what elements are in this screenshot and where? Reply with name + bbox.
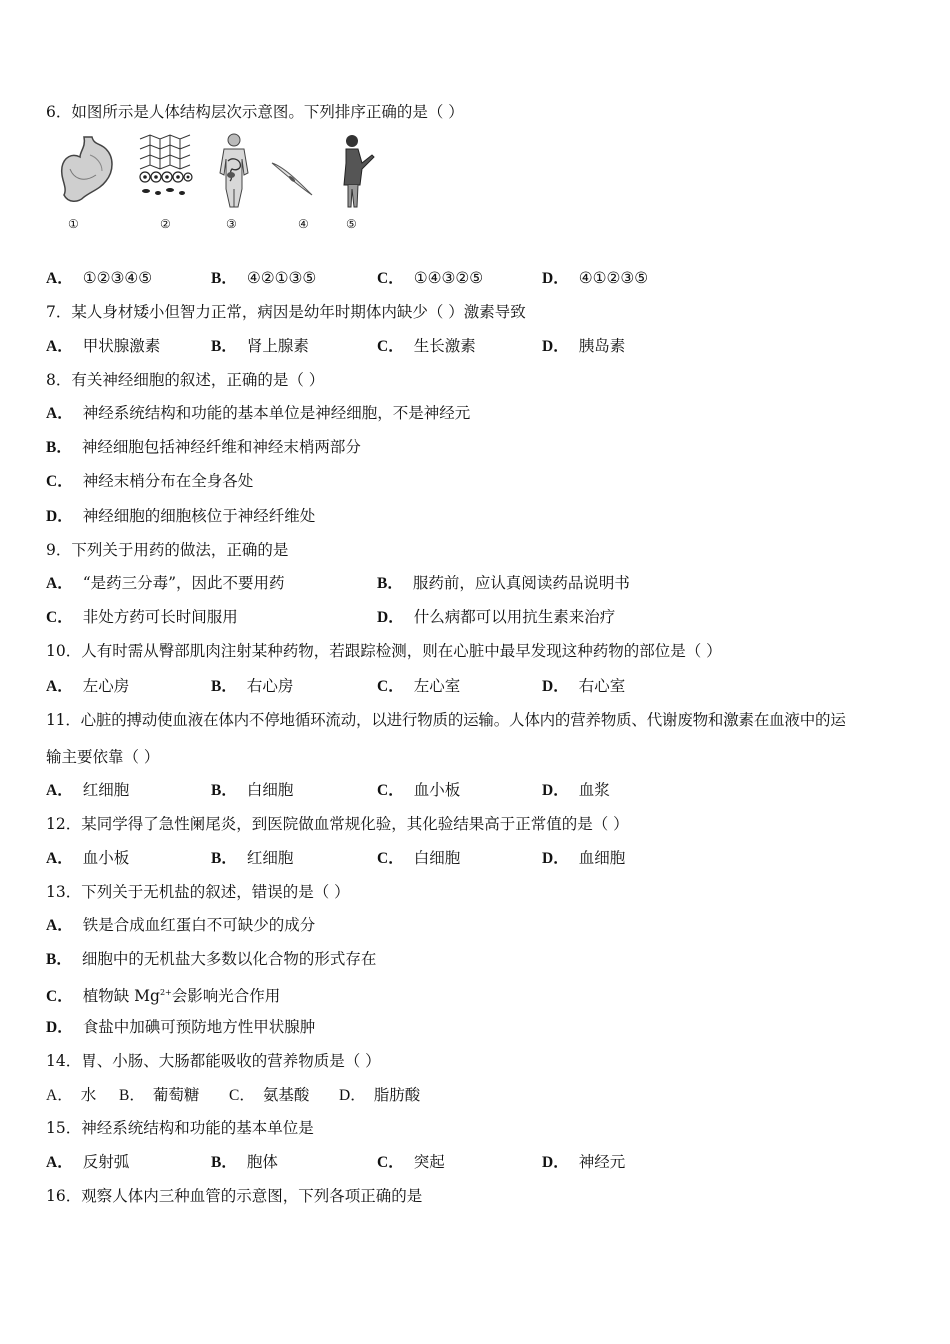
q9-stem: 9．下列关于用药的做法，正确的是: [46, 541, 289, 559]
q14-option-a: A． 水: [46, 1086, 97, 1104]
q6-option-c: C． ①④③②⑤: [377, 269, 484, 287]
q8-option-b: B． 神经细胞包括神经纤维和神经末梢两部分: [46, 438, 361, 456]
q9-option-b: B． 服药前，应认真阅读药品说明书: [377, 574, 630, 592]
q6-option-a: A． ①②③④⑤: [46, 269, 153, 287]
q10-stem: 10．人有时需从臀部肌肉注射某种药物，若跟踪检测，则在心脏中最早发现这种药物的部位是（ ）: [46, 642, 722, 660]
q11-stem-line2: 输主要依靠（ ）: [46, 748, 160, 766]
q7-stem: 7．某人身材矮小但智力正常，病因是幼年时期体内缺少（ ）激素导致: [46, 303, 526, 321]
q7-option-b: B． 肾上腺素: [211, 337, 309, 355]
q8-stem: 8．有关神经细胞的叙述，正确的是（ ）: [46, 371, 325, 389]
stomach-organ-image: [50, 133, 116, 211]
q7-option-d: D． 胰岛素: [542, 337, 626, 355]
q14-stem: 14．胃、小肠、大肠都能吸收的营养物质是（ ）: [46, 1052, 381, 1070]
q6-option-b: B． ④②①③⑤: [211, 269, 317, 287]
q12-option-d: D． 血细胞: [542, 849, 626, 867]
q8-option-c: C． 神经末梢分布在全身各处: [46, 472, 254, 490]
body-system-image: [212, 133, 256, 213]
muscle-cell-image: [268, 133, 316, 207]
q10-option-d: D． 右心室: [542, 677, 626, 695]
figure-label-5: ⑤: [346, 217, 357, 231]
q12-stem: 12．某同学得了急性阑尾炎，到医院做血常规化验，其化验结果高于正常值的是（ ）: [46, 815, 629, 833]
q14-option-c: C． 氨基酸: [229, 1086, 310, 1104]
q15-stem: 15．神经系统结构和功能的基本单位是: [46, 1119, 314, 1137]
q10-option-b: B． 右心房: [211, 677, 294, 695]
q11-stem-line1: 11．心脏的搏动使血液在体内不停地循环流动，以进行物质的运输。人体内的营养物质、代谢废物和激素在血液中的运: [46, 711, 846, 729]
figure-label-4: ④: [298, 217, 309, 231]
figure-label-1: ①: [68, 217, 79, 231]
q12-option-a: A． 血小板: [46, 849, 130, 867]
q9-option-a: A． “是药三分毒”，因此不要用药: [46, 574, 285, 592]
structure-level-figure: [46, 133, 386, 233]
q11-option-b: B． 白细胞: [211, 781, 294, 799]
q12-option-b: B． 红细胞: [211, 849, 294, 867]
q8-option-d: D． 神经细胞的细胞核位于神经纤维处: [46, 507, 316, 525]
q14-option-b: B． 葡萄糖: [119, 1086, 200, 1104]
q11-option-d: D． 血浆: [542, 781, 610, 799]
q6-stem: 6．如图所示是人体结构层次示意图。下列排序正确的是（ ）: [46, 103, 464, 121]
q10-option-a: A． 左心房: [46, 677, 130, 695]
person-individual-image: [336, 133, 380, 215]
q15-option-b: B． 胞体: [211, 1153, 278, 1171]
q7-option-c: C． 生长激素: [377, 337, 476, 355]
q15-option-c: C． 突起: [377, 1153, 445, 1171]
q13-option-a: A． 铁是合成血红蛋白不可缺少的成分: [46, 916, 316, 934]
q13-stem: 13．下列关于无机盐的叙述，错误的是（ ）: [46, 883, 350, 901]
figure-label-3: ③: [226, 217, 237, 231]
q8-option-a: A． 神经系统结构和功能的基本单位是神经细胞，不是神经元: [46, 404, 471, 422]
figure-label-2: ②: [160, 217, 171, 231]
tissue-image: [136, 133, 194, 211]
q14-option-d: D． 脂肪酸: [339, 1086, 421, 1104]
q13-option-d: D． 食盐中加碘可预防地方性甲状腺肿: [46, 1018, 316, 1036]
q9-option-c: C． 非处方药可长时间服用: [46, 608, 238, 626]
q15-option-d: D． 神经元: [542, 1153, 626, 1171]
q13-option-c: C． 植物缺 $Mg^{2+}$会影响光合作用: [46, 987, 281, 1005]
q11-option-c: C． 血小板: [377, 781, 461, 799]
q16-stem: 16．观察人体内三种血管的示意图，下列各项正确的是: [46, 1187, 423, 1205]
q13-option-b: B． 细胞中的无机盐大多数以化合物的形式存在: [46, 950, 377, 968]
q12-option-c: C． 白细胞: [377, 849, 461, 867]
q11-option-a: A． 红细胞: [46, 781, 130, 799]
q15-option-a: A． 反射弧: [46, 1153, 130, 1171]
q9-option-d: D． 什么病都可以用抗生素来治疗: [377, 608, 616, 626]
q10-option-c: C． 左心室: [377, 677, 461, 695]
q7-option-a: A． 甲状腺激素: [46, 337, 161, 355]
q6-option-d: D． ④①②③⑤: [542, 269, 649, 287]
